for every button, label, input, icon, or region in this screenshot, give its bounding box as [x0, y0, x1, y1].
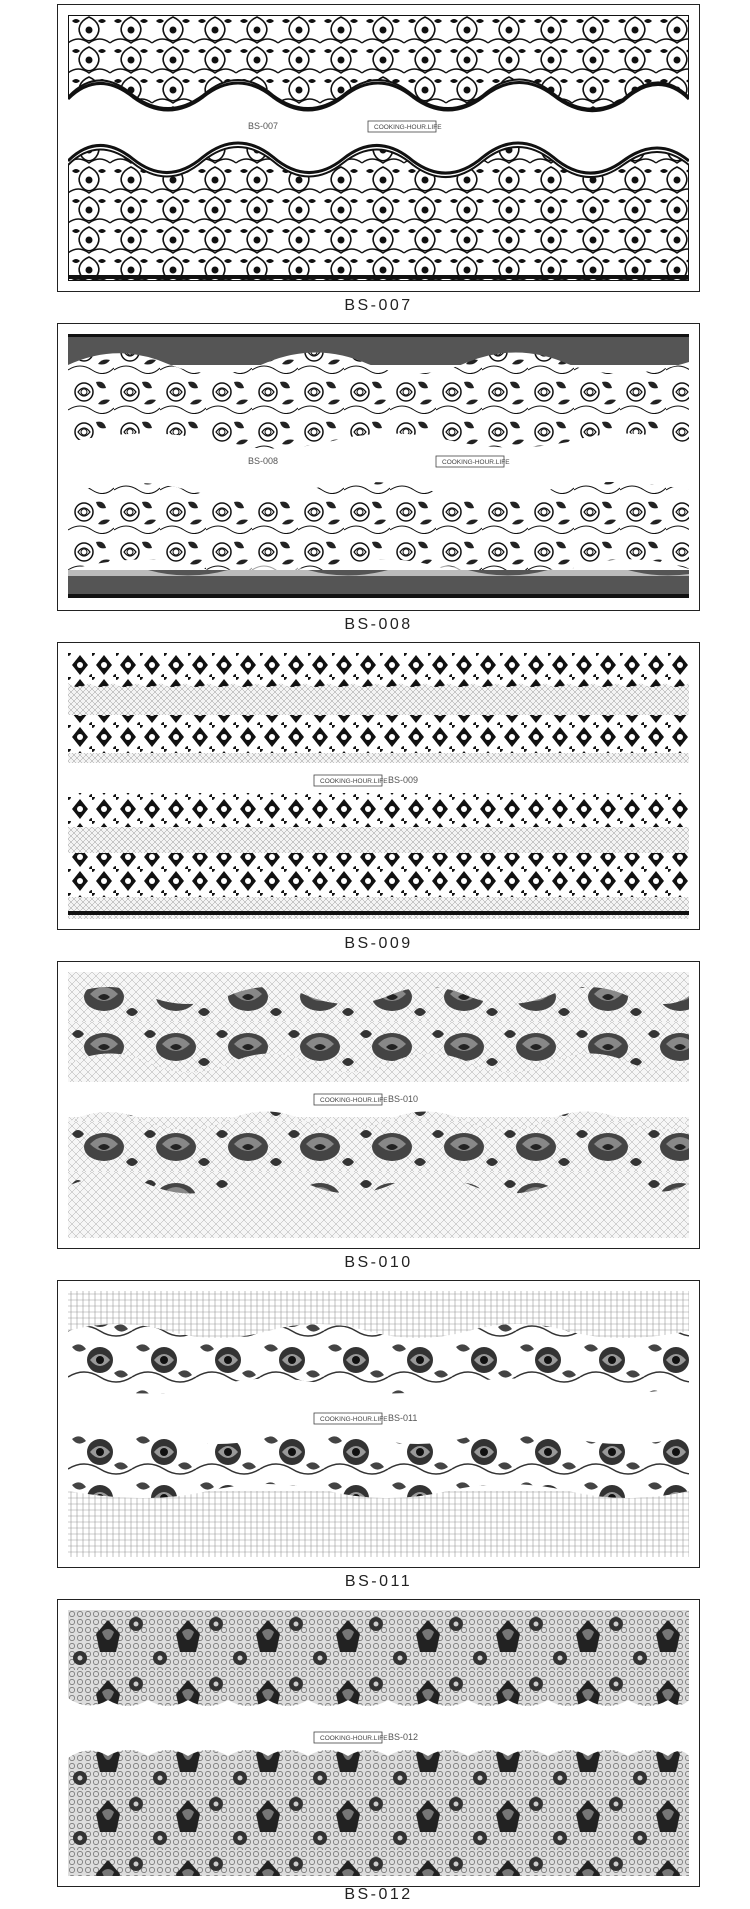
lace-artwork — [68, 1610, 689, 1876]
lace-artwork — [68, 334, 689, 600]
brand-logo-text: COOKING-HOUR.LIFE — [320, 1416, 388, 1423]
brand-logo-text: COOKING-HOUR.LIFE — [320, 1097, 388, 1104]
item-code: BS-009 — [388, 775, 419, 785]
item-code: BS-007 — [248, 121, 279, 131]
brand-logo-text: COOKING-HOUR.LIFE — [374, 124, 442, 131]
lace-artwork — [68, 15, 689, 281]
item-caption: BS-012 — [344, 1886, 413, 1903]
item-code: BS-012 — [388, 1732, 419, 1742]
brand-logo-text: COOKING-HOUR.LIFE — [320, 1735, 388, 1742]
item-caption: BS-010 — [344, 1254, 413, 1271]
item-code: BS-011 — [388, 1413, 418, 1423]
item-code: BS-008 — [248, 456, 279, 466]
item-caption: BS-008 — [344, 616, 413, 633]
item-code: BS-010 — [388, 1094, 419, 1104]
sticker-sheet-bs-008 — [57, 323, 700, 611]
item-caption: BS-007 — [344, 297, 413, 314]
sticker-sheet-bs-009 — [57, 642, 700, 930]
sticker-sheet-bs-012 — [57, 1599, 700, 1887]
brand-logo-text: COOKING-HOUR.LIFE — [442, 459, 510, 466]
sticker-sheet-bs-010 — [57, 961, 700, 1249]
lace-artwork — [68, 653, 689, 919]
sticker-sheet-bs-011 — [57, 1280, 700, 1568]
lace-artwork — [68, 1291, 689, 1557]
sticker-sheet-bs-007 — [57, 4, 700, 292]
brand-logo-text: COOKING-HOUR.LIFE — [320, 778, 388, 785]
lace-artwork — [68, 972, 689, 1238]
item-caption: BS-011 — [344, 1573, 413, 1590]
item-caption: BS-009 — [344, 935, 413, 952]
